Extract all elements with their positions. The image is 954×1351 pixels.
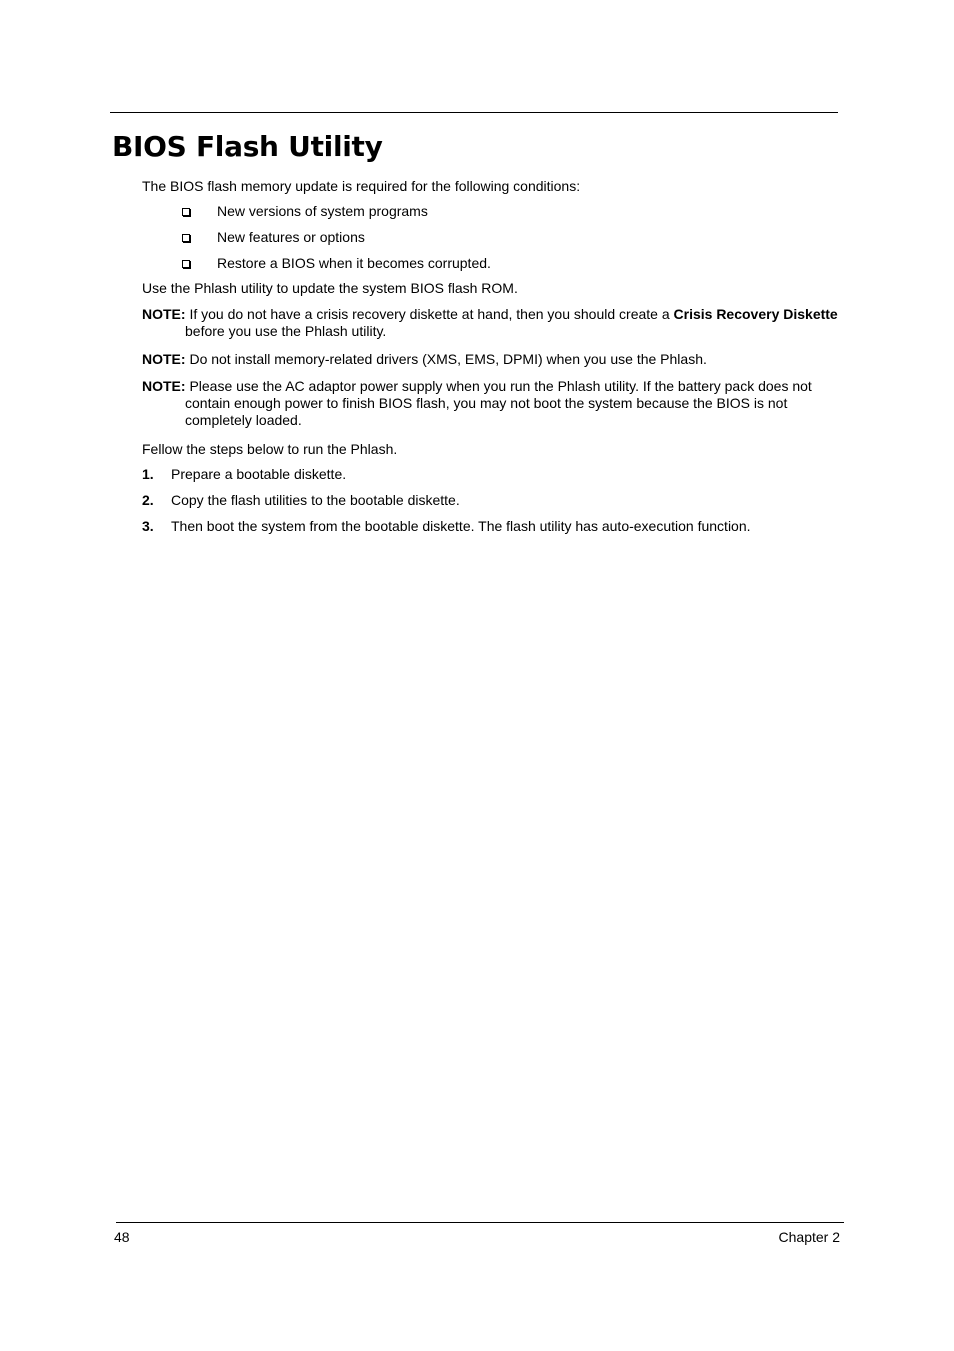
header-rule <box>110 112 838 113</box>
step-text: Prepare a bootable diskette. <box>171 466 347 482</box>
note-ac-adaptor <box>142 378 842 429</box>
note-text: before you use the Phlash utility. <box>185 323 387 339</box>
note-label: NOTE: <box>142 378 186 394</box>
intro-paragraph: The BIOS flash memory update is required for the following conditions: <box>142 178 581 194</box>
step-number: 2. <box>142 492 154 508</box>
note-label: NOTE: <box>142 351 186 367</box>
note-memory-drivers <box>142 351 842 368</box>
page-title: BIOS Flash Utility <box>112 130 383 163</box>
use-paragraph: Use the Phlash utility to update the system BIOS flash ROM. <box>142 280 518 296</box>
note-crisis-recovery <box>142 306 842 340</box>
step-text: Then boot the system from the bootable diskette. The flash utility has auto-execution function. <box>171 518 751 534</box>
step-text: Copy the flash utilities to the bootable diskette. <box>171 492 460 508</box>
note-label: NOTE: <box>142 306 186 322</box>
list-item-text: Restore a BIOS when it becomes corrupted. <box>217 255 491 271</box>
step-number: 1. <box>142 466 154 482</box>
note-text: Please use the AC adaptor power supply when you run the Phlash utility. If the battery pack does not contain enough power to finish BIOS flash, you may not boot the system because the BIOS is not completely loaded. <box>185 378 812 428</box>
footer-page-number: 48 <box>114 1229 130 1245</box>
footer-rule <box>116 1222 844 1223</box>
list-item-text: New versions of system programs <box>217 203 428 219</box>
note-text: If you do not have a crisis recovery diskette at hand, then you should create a <box>185 306 674 322</box>
step-number: 3. <box>142 518 154 534</box>
note-text: Do not install memory-related drivers (XMS, EMS, DPMI) when you use the Phlash. <box>185 351 707 367</box>
list-item-text: New features or options <box>217 229 365 245</box>
checkbox-bullet-icon <box>182 260 190 268</box>
note-bold-text: Crisis Recovery Diskette <box>673 306 838 322</box>
checkbox-bullet-icon <box>182 234 190 242</box>
checkbox-bullet-icon <box>182 208 190 216</box>
steps-intro: Fellow the steps below to run the Phlash. <box>142 441 398 457</box>
footer-chapter: Chapter 2 <box>778 1229 840 1245</box>
